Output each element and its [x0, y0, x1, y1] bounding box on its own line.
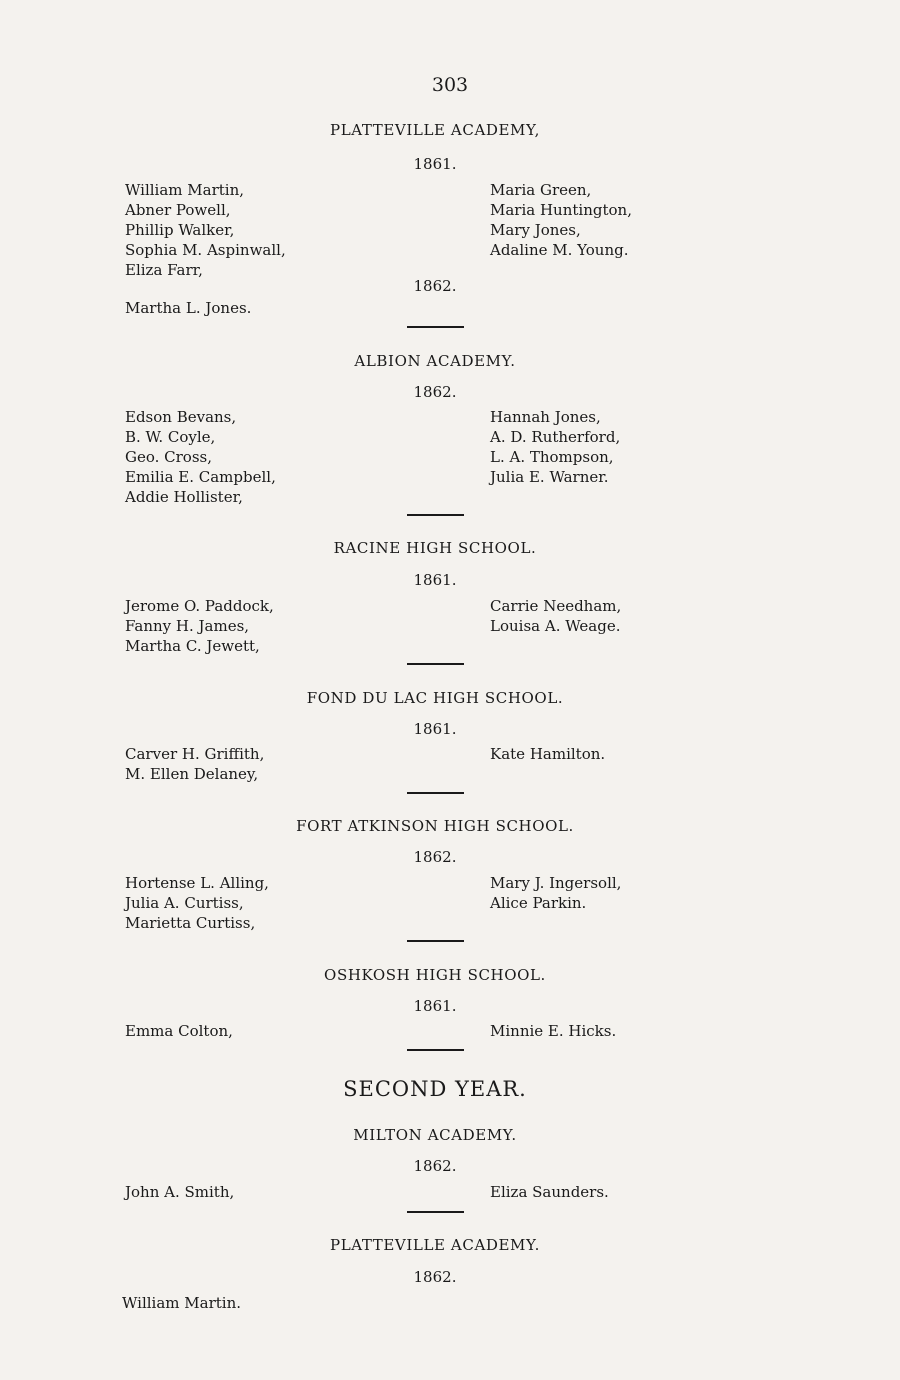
- name-entry: A. D. Rutherford,: [490, 428, 621, 446]
- name-entry: Edson Bevans,: [125, 408, 237, 426]
- section-divider: [407, 940, 464, 942]
- section-title-fort-atkinson-high-school: FORT ATKINSON HIGH SCHOOL.: [296, 817, 574, 835]
- name-entry: Hannah Jones,: [490, 408, 601, 426]
- year-label: 1862.: [413, 1268, 457, 1286]
- section-divider: [407, 326, 464, 328]
- year-label: 1862.: [413, 1157, 457, 1175]
- name-list-right: [490, 596, 621, 636]
- section-title-oshkosh-high-school: OSHKOSH HIGH SCHOOL.: [324, 966, 546, 984]
- name-list-right: [490, 1182, 609, 1202]
- section-divider: [407, 1049, 464, 1051]
- section-divider: [407, 792, 464, 794]
- name-entry: Eliza Farr,: [125, 261, 203, 279]
- name-list-right: [490, 180, 632, 260]
- page-number: 303: [431, 74, 469, 96]
- name-entry: M. Ellen Delaney,: [125, 765, 259, 783]
- section-divider: [407, 663, 464, 665]
- section-title-albion-academy: ALBION ACADEMY.: [354, 352, 516, 370]
- year-label: 1861.: [413, 571, 457, 589]
- name-entry: B. W. Coyle,: [125, 428, 216, 446]
- name-entry: Mary Jones,: [490, 221, 581, 239]
- name-list-left: [125, 1021, 233, 1041]
- name-list-left: [125, 180, 286, 280]
- name-entry: Fanny H. James,: [125, 617, 250, 635]
- name-entry: L. A. Thompson,: [490, 448, 614, 466]
- section-title-racine-high-school: RACINE HIGH SCHOOL.: [333, 539, 537, 557]
- year-label: 1862.: [413, 848, 457, 866]
- name-entry: Mary J. Ingersoll,: [490, 874, 622, 892]
- name-entry: Carrie Needham,: [490, 597, 622, 615]
- name-entry: Kate Hamilton.: [490, 745, 606, 763]
- section-title-platteville-academy: PLATTEVILLE ACADEMY,: [330, 121, 540, 139]
- name-list-right: [490, 873, 621, 913]
- name-entry: John A. Smith,: [125, 1183, 235, 1201]
- name-list-right: [490, 407, 620, 487]
- section-divider: [407, 514, 464, 516]
- name-entry: Julia E. Warner.: [490, 468, 609, 486]
- name-entry: Emilia E. Campbell,: [125, 468, 276, 486]
- name-list-left: [125, 407, 276, 507]
- part-heading-second-year: SECOND YEAR.: [343, 1077, 527, 1101]
- name-entry: Carver H. Griffith,: [125, 745, 265, 763]
- name-entry: William Martin,: [125, 181, 245, 199]
- name-entry: Marietta Curtiss,: [125, 914, 256, 932]
- year-label: 1862.: [413, 383, 457, 401]
- name-entry: Martha L. Jones.: [125, 299, 252, 317]
- name-entry: Addie Hollister,: [125, 488, 243, 506]
- name-entry: Geo. Cross,: [125, 448, 213, 466]
- name-entry: Alice Parkin.: [490, 894, 587, 912]
- year-label: 1862.: [413, 277, 457, 295]
- name-list-left: [122, 1293, 241, 1313]
- name-list-left: [125, 596, 274, 656]
- name-list-right: [490, 1021, 616, 1041]
- section-title-fond-du-lac-high-school: FOND DU LAC HIGH SCHOOL.: [306, 689, 564, 707]
- name-entry: Julia A. Curtiss,: [125, 894, 244, 912]
- name-entry: Maria Green,: [490, 181, 592, 199]
- name-entry: Hortense L. Alling,: [125, 874, 269, 892]
- name-entry: Adaline M. Young.: [490, 241, 629, 259]
- section-title-milton-academy: MILTON ACADEMY.: [353, 1126, 517, 1144]
- section-divider: [407, 1211, 464, 1213]
- name-entry: William Martin.: [122, 1294, 242, 1312]
- name-list-left: [125, 873, 269, 933]
- name-entry: Emma Colton,: [125, 1022, 233, 1040]
- name-entry: Minnie E. Hicks.: [490, 1022, 617, 1040]
- name-entry: Phillip Walker,: [125, 221, 235, 239]
- name-entry: Jerome O. Paddock,: [125, 597, 274, 615]
- name-entry: Eliza Saunders.: [490, 1183, 609, 1201]
- year-label: 1861.: [413, 720, 457, 738]
- name-list-right: [490, 744, 605, 764]
- name-entry: Sophia M. Aspinwall,: [125, 241, 286, 259]
- name-entry: Louisa A. Weage.: [490, 617, 621, 635]
- section-title-platteville-academy: PLATTEVILLE ACADEMY.: [330, 1236, 540, 1254]
- name-entry: Maria Huntington,: [490, 201, 632, 219]
- name-list-left: [125, 744, 264, 784]
- name-list-left: [125, 1182, 234, 1202]
- year-label: 1861.: [413, 155, 457, 173]
- name-entry: Abner Powell,: [125, 201, 231, 219]
- name-entry: Martha C. Jewett,: [125, 637, 260, 655]
- year-label: 1861.: [413, 997, 457, 1015]
- name-list-left: [125, 298, 251, 318]
